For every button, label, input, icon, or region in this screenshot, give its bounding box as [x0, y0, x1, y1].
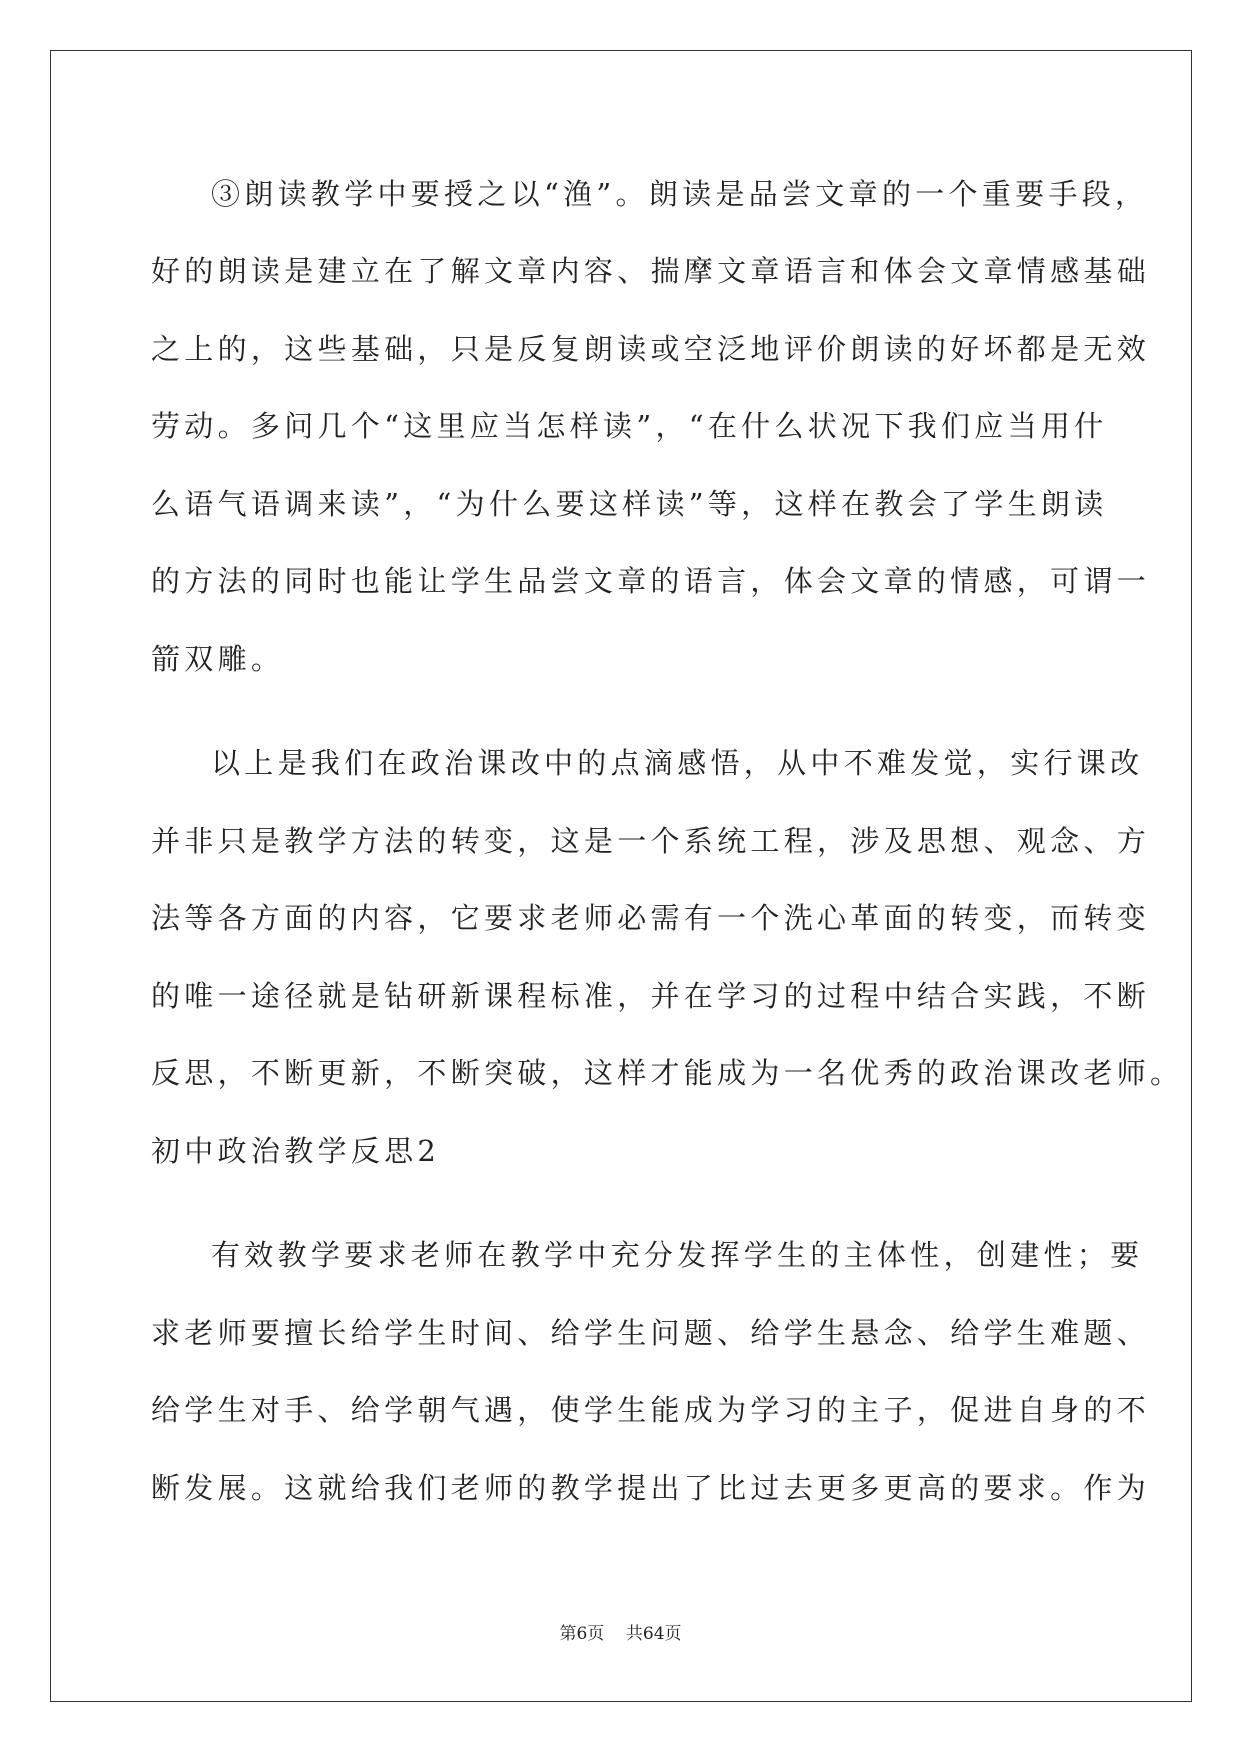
page-prefix: 第	[559, 1624, 577, 1644]
page-footer	[0, 1622, 1241, 1646]
paragraph-line: 之上的，这些基础，只是反复朗读或空泛地评价朗读的好坏都是无效	[151, 332, 1151, 366]
page-number: 6	[576, 1624, 588, 1644]
page-suffix: 页	[587, 1624, 605, 1644]
paragraph-line: 劳动。多问几个“这里应当怎样读”，“在什么状况下我们应当用什	[151, 409, 1108, 443]
total-suffix: 页	[664, 1624, 682, 1644]
paragraph-line: 好的朗读是建立在了解文章内容、揣摩文章语言和体会文章情感基础	[151, 254, 1151, 288]
paragraph-line: 法等各方面的内容，它要求老师必需有一个洗心革面的转变，而转变	[151, 901, 1151, 935]
paragraph-line: 给学生对手、给学朝气遇，使学生能成为学习的主子，促进自身的不	[151, 1393, 1151, 1427]
paragraph-line: 么语气语调来读”，“为什么要这样读”等，这样在教会了学生朗读	[151, 487, 1108, 521]
paragraph-line: 以上是我们在政治课改中的点滴感悟，从中不难发觉，实行课改	[211, 746, 1144, 780]
total-prefix: 共	[625, 1624, 643, 1644]
section-heading: 初中政治教学反思2	[151, 1134, 441, 1168]
paragraph-line: ③朗读教学中要授之以“渔”。朗读是品尝文章的一个重要手段，	[211, 177, 1149, 211]
paragraph-line: 断发展。这就给我们老师的教学提出了比过去更多更高的要求。作为	[151, 1471, 1151, 1505]
paragraph-line: 的方法的同时也能让学生品尝文章的语言，体会文章的情感，可谓一	[151, 564, 1151, 598]
paragraph-line: 反思，不断更新，不断突破，这样才能成为一名优秀的政治课改老师。	[151, 1056, 1184, 1090]
paragraph-line: 箭双雕。	[151, 642, 285, 676]
paragraph-line: 的唯一途径就是钻研新课程标准，并在学习的过程中结合实践，不断	[151, 979, 1151, 1013]
paragraph-line: 求老师要擅长给学生时间、给学生问题、给学生悬念、给学生难题、	[151, 1316, 1151, 1350]
paragraph-line: 有效教学要求老师在教学中充分发挥学生的主体性，创建性；要	[211, 1238, 1144, 1272]
paragraph-line: 并非只是教学方法的转变，这是一个系统工程，涉及思想、观念、方	[151, 824, 1151, 858]
page-border	[50, 50, 1192, 1702]
total-pages: 64	[642, 1624, 665, 1644]
